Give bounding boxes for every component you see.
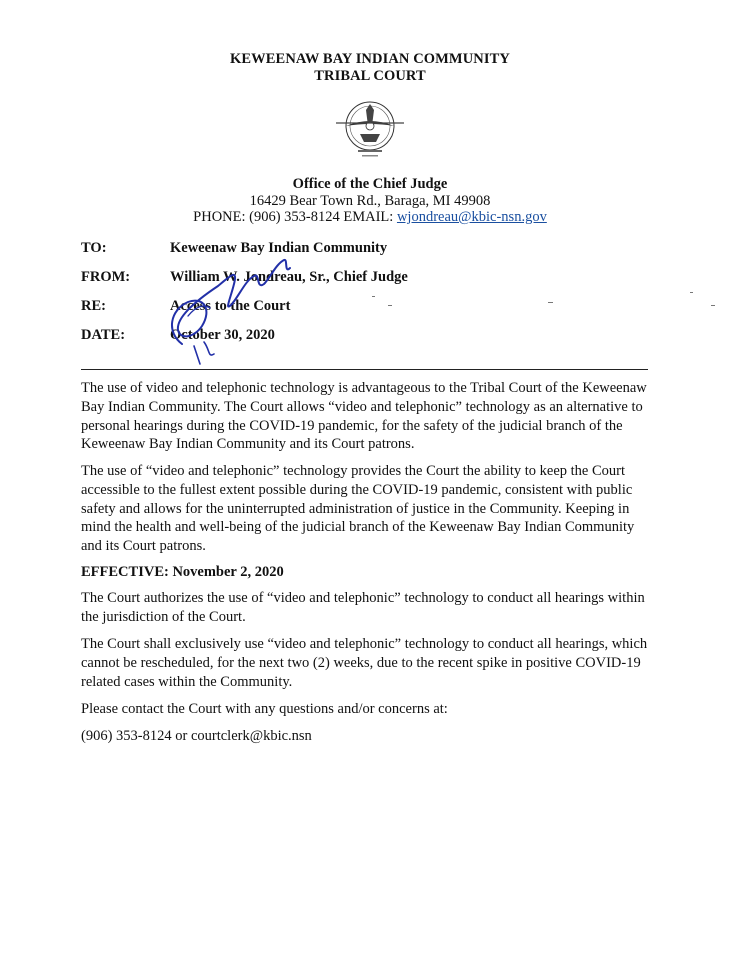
effective-date-heading: EFFECTIVE: November 2, 2020 <box>81 564 284 580</box>
re-label: RE: <box>81 298 106 314</box>
scan-mark <box>690 292 693 293</box>
date-label: DATE: <box>81 327 126 343</box>
phone-text: PHONE: (906) 353-8124 EMAIL: <box>193 209 397 225</box>
scan-mark <box>388 305 392 306</box>
from-label: FROM: <box>81 269 131 285</box>
contact-line: (906) 353-8124 or courtclerk@kbic.nsn <box>81 728 312 744</box>
re-value: Access to the Court <box>170 298 291 314</box>
office-contact <box>0 209 740 226</box>
scan-mark <box>372 296 375 297</box>
body-paragraph-1: The use of video and telephonic technology is advantageous to the Tribal Court of the Keweenaw Bay Indian Community. The Court allows “video and telephonic” technology as an alternative to personal hearings during the COVID-19 pandemic, for the safety of the judicial branch of the Keweenaw Bay Indian Community and its Court patrons. <box>81 380 647 453</box>
date-value: October 30, 2020 <box>170 327 275 343</box>
office-title: Office of the Chief Judge <box>292 176 448 192</box>
body-paragraph-5: Please contact the Court with any questions and/or concerns at: <box>81 701 448 717</box>
header-divider <box>81 369 648 370</box>
body-paragraph-4: The Court shall exclusively use “video and telephonic” technology to conduct all hearings, which cannot be rescheduled, for the next two (2) weeks, due to the recent spike in positive COVID-19 related cases within the Community. <box>81 636 648 690</box>
org-title-line1: KEWEENAW BAY INDIAN COMMUNITY <box>230 51 510 67</box>
body-paragraph-2: The use of “video and telephonic” technology provides the Court the ability to keep the Court accessible to the fullest extent possible during the COVID-19 pandemic, consistent with public safety and allows for the uninterrupted administration of justice in the Community. Keeping in mind the health and well-being of the judicial branch of the Keweenaw Bay Indian Community and its Court patrons. <box>81 463 635 555</box>
tribal-seal-icon <box>330 96 410 162</box>
scan-mark <box>711 305 715 306</box>
org-title-line2: TRIBAL COURT <box>314 68 426 84</box>
scan-mark <box>548 302 553 303</box>
email-link[interactable]: wjondreau@kbic-nsn.gov <box>396 209 547 225</box>
to-value: Keweenaw Bay Indian Community <box>170 240 388 256</box>
from-value: William W. Jondreau, Sr., Chief Judge <box>170 269 408 285</box>
office-address: 16429 Bear Town Rd., Baraga, MI 49908 <box>249 193 491 209</box>
to-label: TO: <box>81 240 107 256</box>
organization-name <box>0 51 740 85</box>
body-paragraph-3: The Court authorizes the use of “video and telephonic” technology to conduct all hearings within the jurisdiction of the Court. <box>81 590 645 625</box>
